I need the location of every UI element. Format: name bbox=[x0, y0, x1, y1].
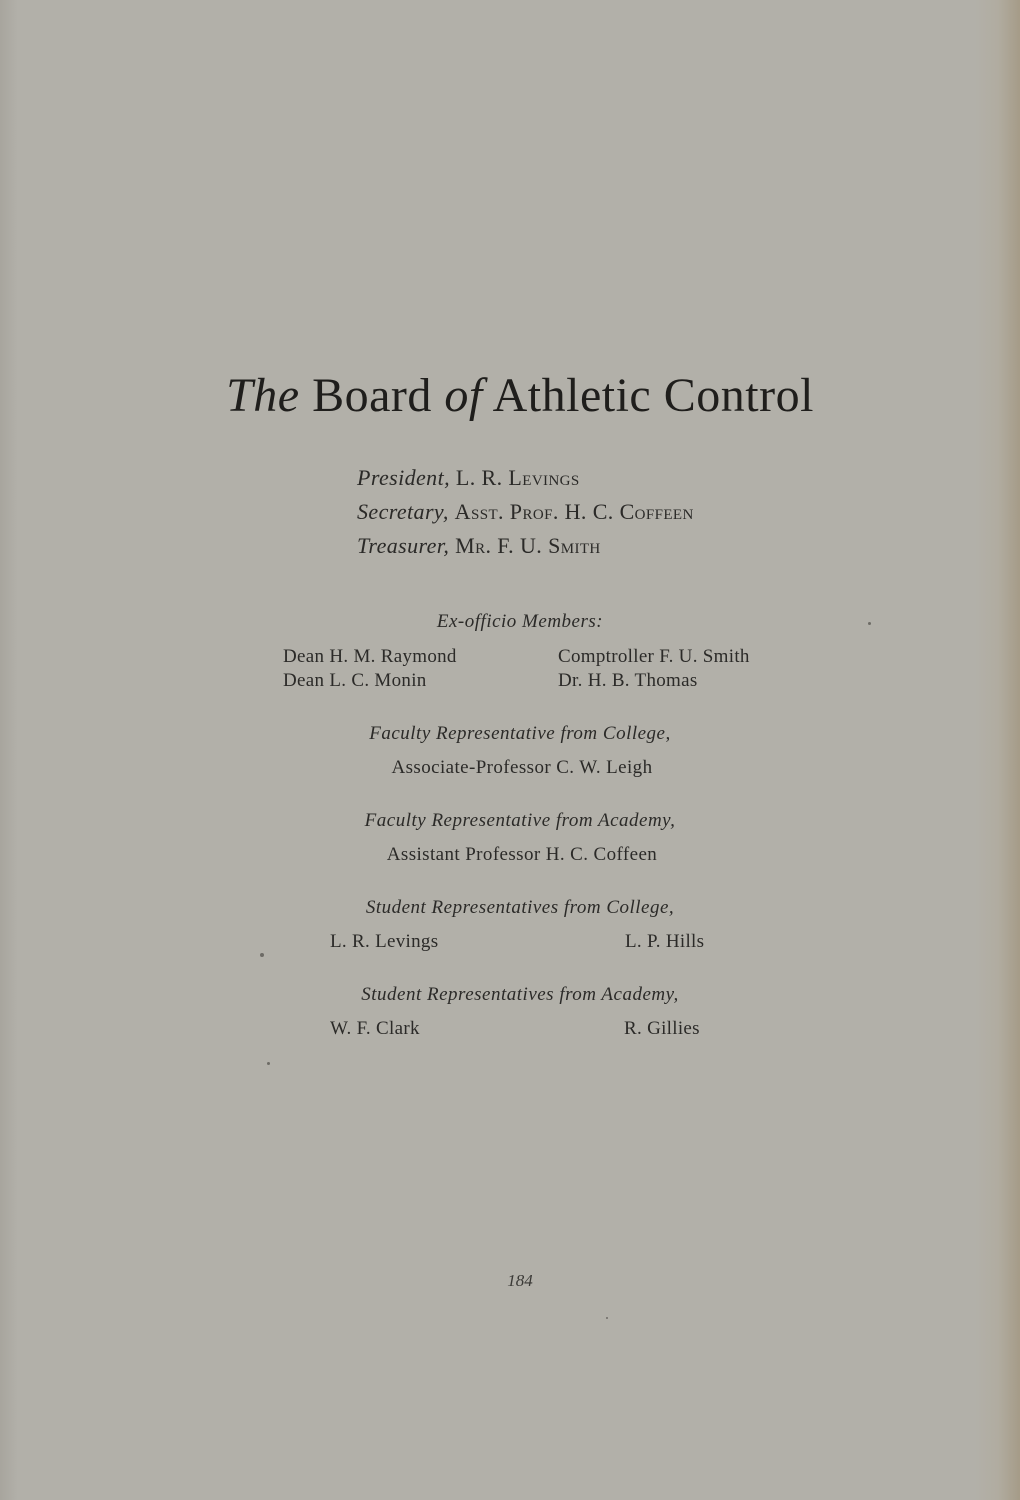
ex-officio-left-column bbox=[283, 645, 457, 693]
paper-speck bbox=[606, 1317, 608, 1319]
paper-speck bbox=[260, 953, 264, 957]
student-academy-right: R. Gillies bbox=[624, 1018, 700, 1039]
student-academy-left: W. F. Clark bbox=[330, 1018, 420, 1039]
students-college-heading: Student Representatives from College, bbox=[365, 897, 675, 918]
faculty-academy-heading: Faculty Representative from Academy, bbox=[364, 810, 676, 831]
title-word-the: The bbox=[226, 369, 300, 422]
ex-officio-member: Dr. H. B. Thomas bbox=[558, 670, 698, 691]
officers-list bbox=[357, 461, 694, 563]
officer-president bbox=[357, 461, 694, 495]
title-rest: Athletic Control bbox=[492, 369, 814, 422]
officer-secretary bbox=[357, 495, 694, 529]
faculty-college-heading: Faculty Representative from College, bbox=[369, 723, 671, 744]
ex-officio-member: Dean H. M. Raymond bbox=[283, 646, 457, 667]
officer-name: L. R. Levings bbox=[455, 465, 580, 490]
faculty-academy-name: Assistant Professor H. C. Coffeen bbox=[386, 844, 658, 865]
ex-officio-right-column bbox=[558, 645, 750, 693]
page-title bbox=[0, 368, 1020, 423]
student-college-right: L. P. Hills bbox=[625, 931, 705, 952]
ex-officio-heading: Ex-officio Members: bbox=[436, 611, 604, 632]
ex-officio-member: Comptroller F. U. Smith bbox=[558, 646, 750, 667]
title-word-board: Board bbox=[312, 369, 432, 422]
officer-role: President, bbox=[357, 465, 450, 490]
students-academy-heading: Student Representatives from Academy, bbox=[361, 984, 679, 1005]
title-word-of: of bbox=[444, 369, 483, 422]
ex-officio-member: Dean L. C. Monin bbox=[283, 670, 427, 691]
student-college-left: L. R. Levings bbox=[330, 931, 439, 952]
officer-role: Secretary, bbox=[357, 499, 449, 524]
faculty-college-name: Associate-Professor C. W. Leigh bbox=[391, 757, 653, 778]
officer-name: Mr. F. U. Smith bbox=[455, 533, 601, 558]
page-number: 184 bbox=[507, 1271, 533, 1290]
officer-role: Treasurer, bbox=[357, 533, 450, 558]
paper-speck bbox=[267, 1062, 270, 1065]
officer-treasurer bbox=[357, 529, 694, 563]
officer-name: Asst. Prof. H. C. Coffeen bbox=[454, 499, 694, 524]
